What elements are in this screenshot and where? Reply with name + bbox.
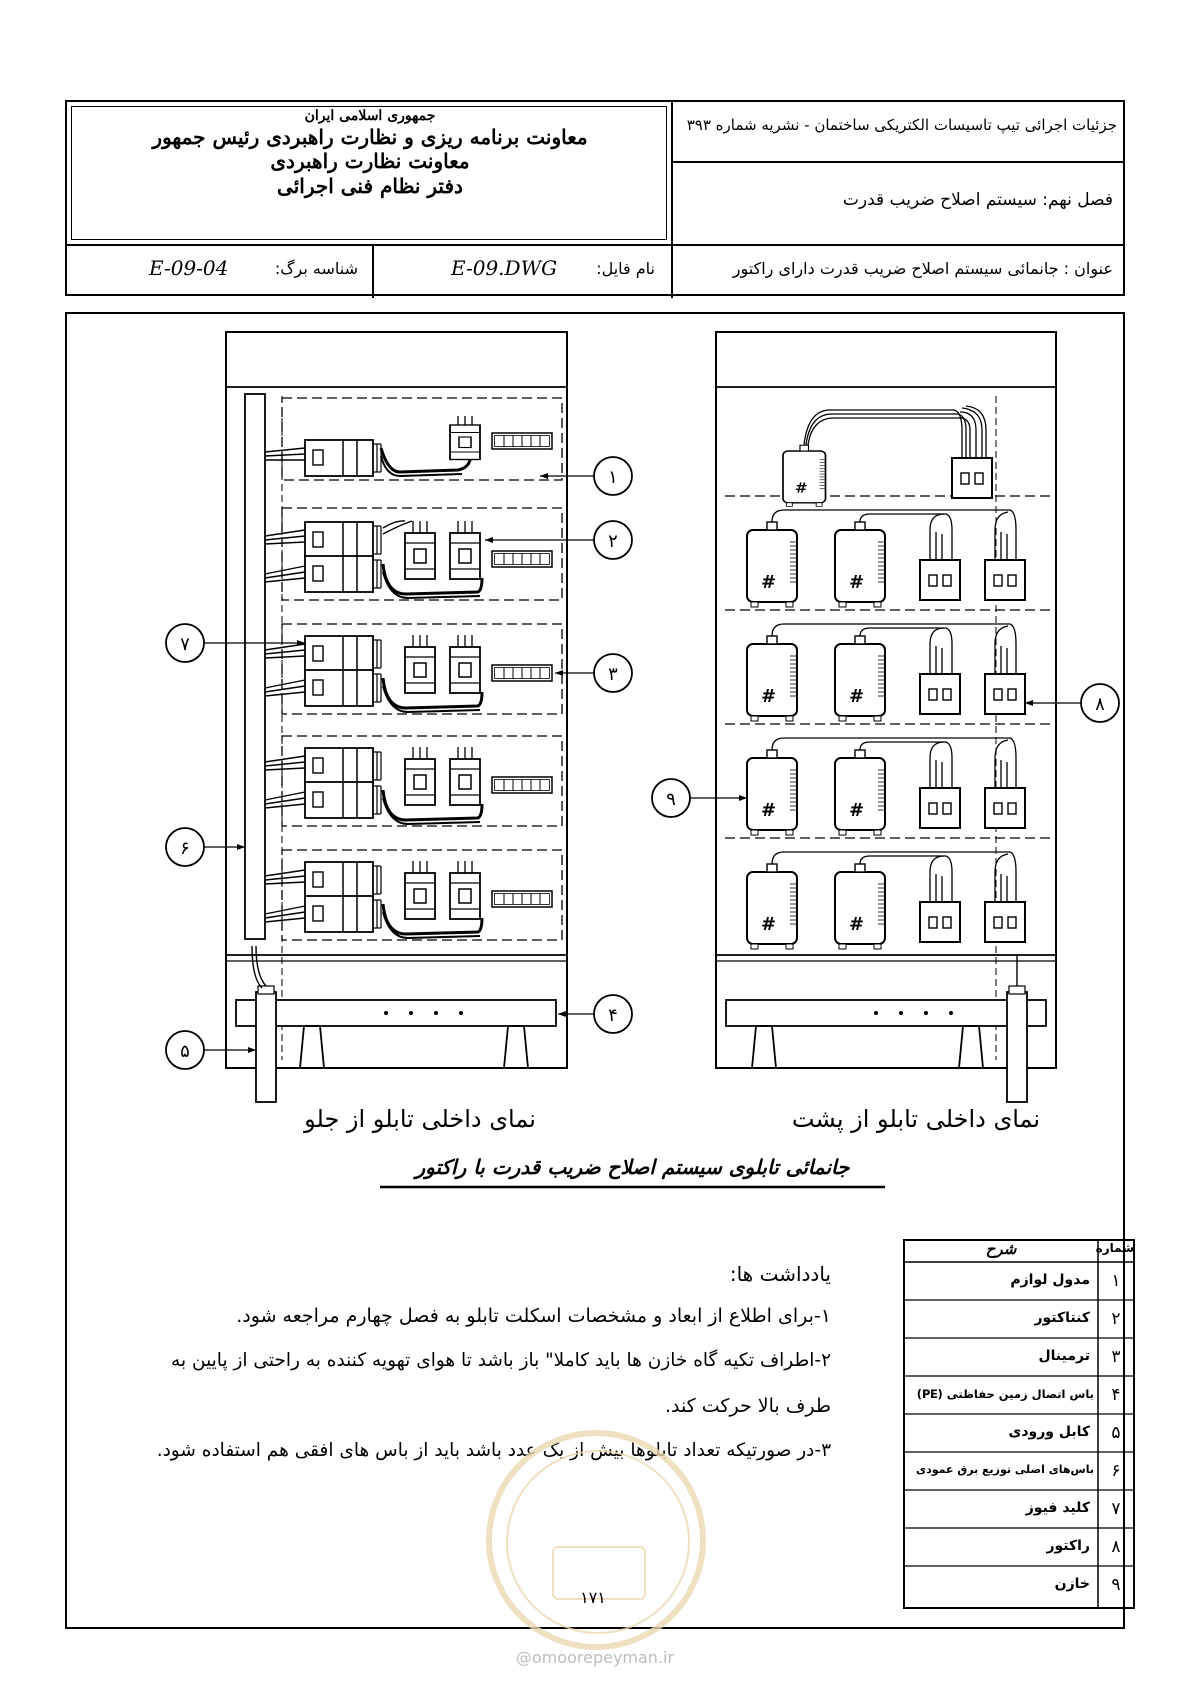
at-icon: @ xyxy=(515,1648,532,1667)
legend-row-num: ۸ xyxy=(1111,1537,1121,1557)
publication-title: جزئیات اجرائی تیپ تاسیسات الکتریکی ساختمان - نشریه شماره ۳۹۳ xyxy=(686,116,1117,134)
legend-row-desc: خازن xyxy=(1054,1576,1090,1592)
legend-row xyxy=(904,1452,1134,1490)
callout-4-label: ۴ xyxy=(608,1005,618,1026)
legend-row-num: ۷ xyxy=(1111,1499,1121,1519)
watermark-seal xyxy=(486,1430,706,1650)
legend-row xyxy=(904,1338,1134,1376)
back-view-label: نمای داخلی تابلو از پشت xyxy=(791,1105,1041,1133)
notes-heading: یادداشت ها: xyxy=(729,1262,831,1286)
callout-2-label: ۲ xyxy=(608,531,618,552)
file-name-value: E-09.DWG xyxy=(451,256,558,280)
legend-table xyxy=(904,1240,1134,1608)
legend-row-desc: مدول لوازم xyxy=(1010,1272,1090,1288)
legend-row-desc: راکتور xyxy=(1046,1538,1090,1554)
incoming-cable xyxy=(256,992,276,1102)
org-line-2: معاونت برنامه ریزی و نظارت راهبردی رئیس جمهور xyxy=(152,125,588,150)
pe-bar xyxy=(236,1000,556,1026)
sheet-id-value: E-09-04 xyxy=(149,256,229,280)
legend-row-desc: کلید فیوز xyxy=(1025,1500,1090,1516)
legend-row-num: ۴ xyxy=(1111,1385,1121,1405)
chapter-title: فصل نهم: سیستم اصلاح ضریب قدرت xyxy=(842,190,1113,210)
legend-row xyxy=(904,1414,1134,1452)
legend-row xyxy=(904,1300,1134,1338)
legend-row-num: ۹ xyxy=(1111,1575,1121,1595)
callout-5-label: ۵ xyxy=(180,1041,190,1062)
sheet-id-label: شناسه برگ: xyxy=(274,259,358,278)
legend-row xyxy=(904,1490,1134,1528)
legend-col-desc: شرح xyxy=(985,1240,1017,1258)
legend-row-desc: ترمینال xyxy=(1038,1348,1090,1364)
legend-row-num: ۶ xyxy=(1111,1461,1121,1481)
note-3: ۳-در صورتیکه تعداد تابلوها بیش از یک عدد باشد باید از باس های افقی هم استفاده شود. xyxy=(156,1440,831,1461)
org-line-3: معاونت نظارت راهبردی xyxy=(270,149,470,174)
panel-layout-drawing: # ۱ ۲ ۳ ۴ ۵ ۶ ۷ ۸ ۹ xyxy=(0,0,1191,1684)
front-modules xyxy=(265,398,562,940)
callout-3-label: ۳ xyxy=(608,664,618,685)
callout-1-label: ۱ xyxy=(608,467,618,488)
legend-row-num: ۵ xyxy=(1111,1423,1121,1443)
legend-row xyxy=(904,1528,1134,1566)
note-2b: طرف بالا حرکت کند. xyxy=(664,1395,831,1417)
legend-row-desc: باس اتصال زمین حفاظتی (PE) xyxy=(916,1387,1094,1401)
vertical-busbar xyxy=(245,394,265,939)
callout-6-label: ۶ xyxy=(180,838,190,859)
note-1: ۱-برای اطلاع از ابعاد و مشخصات اسکلت تابلو به فصل چهارم مراجعه شود. xyxy=(236,1305,831,1327)
callout-8-label: ۸ xyxy=(1095,694,1105,715)
callout-9-label: ۹ xyxy=(666,789,676,810)
callout-7-label: ۷ xyxy=(180,634,190,655)
legend-row xyxy=(904,1566,1134,1604)
org-line-1: جمهوری اسلامی ایران xyxy=(304,108,436,124)
back-rows xyxy=(747,510,1025,949)
legend-row-num: ۲ xyxy=(1111,1309,1121,1329)
watermark-url xyxy=(490,1648,700,1667)
main-caption: جانمائی تابلوی سیستم اصلاح ضریب قدرت با راکتور xyxy=(415,1155,850,1179)
legend-row-num: ۳ xyxy=(1111,1347,1121,1367)
legend-row xyxy=(904,1376,1134,1414)
watermark-url-text: omoorepeyman.ir xyxy=(531,1648,675,1667)
page-number: ۱۷۱ xyxy=(580,1588,606,1607)
note-2a: ۲-اطراف تکیه گاه خازن ها باید کاملا" باز باشد تا هوای تهویه کننده به راحتی از پایین به xyxy=(171,1350,831,1371)
drawing-title: عنوان : جانمائی سیستم اصلاح ضریب قدرت دارای راکتور xyxy=(732,259,1113,278)
front-view-label: نمای داخلی تابلو از جلو xyxy=(304,1105,536,1133)
legend-row xyxy=(904,1262,1134,1300)
legend-col-number: شماره xyxy=(1095,1241,1134,1255)
file-name-label: نام فایل: xyxy=(596,259,655,278)
org-line-4: دفتر نظام فنی اجرائی xyxy=(277,173,463,198)
back-row-top xyxy=(783,406,992,506)
legend-row-desc: کنتاکتور xyxy=(1034,1310,1090,1326)
legend-row-desc: کابل ورودی xyxy=(1008,1424,1090,1440)
legend-row-desc: باس‌های اصلی توزیع برق عمودی xyxy=(916,1463,1094,1476)
legend-row-num: ۱ xyxy=(1111,1271,1121,1291)
